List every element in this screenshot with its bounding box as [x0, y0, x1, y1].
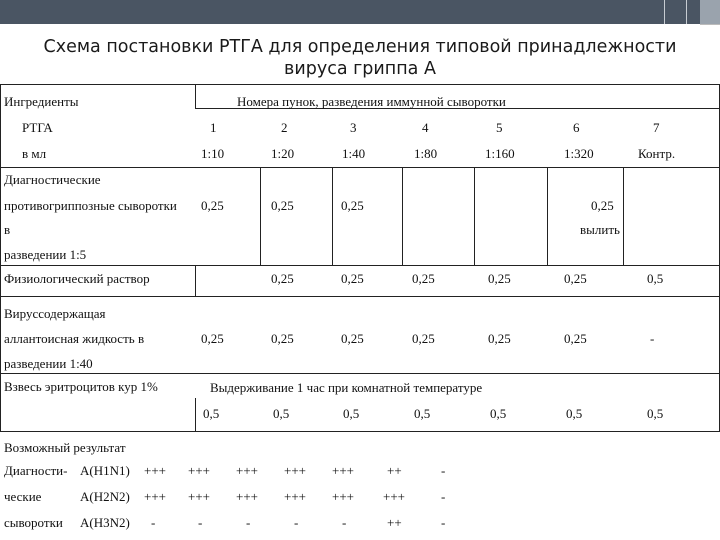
column-number: 3 [350, 120, 357, 135]
result-value: +++ [236, 489, 258, 504]
column-number: 4 [422, 120, 429, 135]
result-value: +++ [284, 463, 306, 478]
result-label: сыворотки [4, 515, 63, 530]
diag-note: вылить [580, 222, 620, 237]
result-value: +++ [188, 463, 210, 478]
diag-label-line-4: разведении 1:5 [4, 247, 87, 262]
grid-line [332, 167, 333, 265]
column-dilution: 1:10 [201, 146, 225, 161]
grid-line [0, 265, 720, 266]
virus-value: - [650, 331, 655, 346]
result-value: +++ [383, 489, 405, 504]
virus-label-line-3: разведении 1:40 [4, 356, 93, 371]
saline-value: 0,25 [488, 271, 511, 286]
result-value: - [441, 515, 446, 530]
slide-header-stripe [664, 0, 665, 24]
erythro-note: Выдерживание 1 час при комнатной температуре [210, 380, 483, 395]
header-numbers-title: Номера пунок, разведения иммунной сыворотки [237, 94, 506, 109]
column-dilution: 1:80 [414, 146, 438, 161]
header-in-ml: в мл [22, 146, 47, 161]
grid-line [623, 167, 624, 265]
result-strain: A(H1N1) [80, 463, 130, 478]
result-value: - [198, 515, 203, 530]
column-number: 7 [653, 120, 660, 135]
column-dilution: 1:320 [564, 146, 594, 161]
diag-value: 0,25 [341, 198, 364, 213]
result-value: +++ [144, 463, 166, 478]
diag-value: 0,25 [591, 198, 614, 213]
slide-header-bar [0, 0, 700, 24]
result-value: ++ [387, 515, 402, 530]
saline-value: 0,5 [647, 271, 664, 286]
result-value: - [246, 515, 251, 530]
grid-line [195, 398, 196, 431]
column-number: 1 [210, 120, 217, 135]
grid-line [0, 84, 720, 85]
slide-header-stripe [686, 0, 687, 24]
result-value: - [342, 515, 347, 530]
column-dilution: 1:40 [342, 146, 366, 161]
result-value: ++ [387, 463, 402, 478]
virus-value: 0,25 [271, 331, 294, 346]
diag-value: 0,25 [271, 198, 294, 213]
saline-value: 0,25 [271, 271, 294, 286]
column-number: 2 [281, 120, 288, 135]
result-strain: A(H3N2) [80, 515, 130, 530]
header-ingredients: Ингредиенты [4, 94, 79, 109]
result-title: Возможный результат [4, 440, 126, 455]
diag-label-line-3: в [4, 222, 11, 237]
grid-line [195, 265, 196, 296]
result-label: Диагности- [4, 463, 68, 478]
diag-label-line-2: противогриппозные сыворотки [4, 198, 177, 213]
column-number: 5 [496, 120, 503, 135]
grid-line [402, 167, 403, 265]
grid-line [0, 373, 720, 374]
virus-value: 0,25 [201, 331, 224, 346]
grid-line [0, 431, 720, 432]
page-title [10, 36, 710, 80]
result-value: - [151, 515, 156, 530]
grid-line [0, 296, 720, 297]
result-value: +++ [284, 489, 306, 504]
slide-header-accent [700, 0, 720, 24]
header-rtga: РТГА [22, 120, 53, 135]
grid-line [474, 167, 475, 265]
saline-value: 0,25 [341, 271, 364, 286]
result-value: +++ [332, 463, 354, 478]
result-value: - [441, 489, 446, 504]
result-label: ческие [4, 489, 42, 504]
result-value: +++ [236, 463, 258, 478]
grid-line [0, 167, 720, 168]
grid-line [260, 167, 261, 265]
result-value: - [294, 515, 299, 530]
erythro-value: 0,5 [203, 406, 220, 421]
saline-value: 0,25 [564, 271, 587, 286]
title-line-1: Схема постановки РТГА для определения типовой принадлежности [43, 37, 677, 57]
virus-label-line-2: аллантоисная жидкость в [4, 331, 145, 346]
slide-header-accent-line [700, 24, 720, 25]
diag-label-line-1: Диагностические [4, 172, 101, 187]
column-dilution: Контр. [638, 146, 676, 161]
erythro-label: Взвесь эритроцитов кур 1% [4, 379, 158, 394]
result-value: +++ [332, 489, 354, 504]
virus-value: 0,25 [412, 331, 435, 346]
result-value: - [441, 463, 446, 478]
result-value: +++ [144, 489, 166, 504]
result-value: +++ [188, 489, 210, 504]
column-dilution: 1:160 [485, 146, 515, 161]
erythro-value: 0,5 [343, 406, 360, 421]
saline-label: Физиологический раствор [4, 271, 150, 286]
erythro-value: 0,5 [414, 406, 431, 421]
saline-value: 0,25 [412, 271, 435, 286]
diag-value: 0,25 [201, 198, 224, 213]
grid-line [195, 84, 196, 108]
result-strain: A(H2N2) [80, 489, 130, 504]
virus-value: 0,25 [341, 331, 364, 346]
column-number: 6 [573, 120, 580, 135]
virus-value: 0,25 [488, 331, 511, 346]
virus-label-line-1: Вируссодержащая [4, 306, 106, 321]
column-dilution: 1:20 [271, 146, 295, 161]
erythro-value: 0,5 [273, 406, 290, 421]
title-line-2: вируса гриппа А [284, 59, 436, 79]
virus-value: 0,25 [564, 331, 587, 346]
erythro-value: 0,5 [647, 406, 664, 421]
grid-line [0, 84, 1, 431]
grid-line [547, 167, 548, 265]
erythro-value: 0,5 [566, 406, 583, 421]
erythro-value: 0,5 [490, 406, 507, 421]
